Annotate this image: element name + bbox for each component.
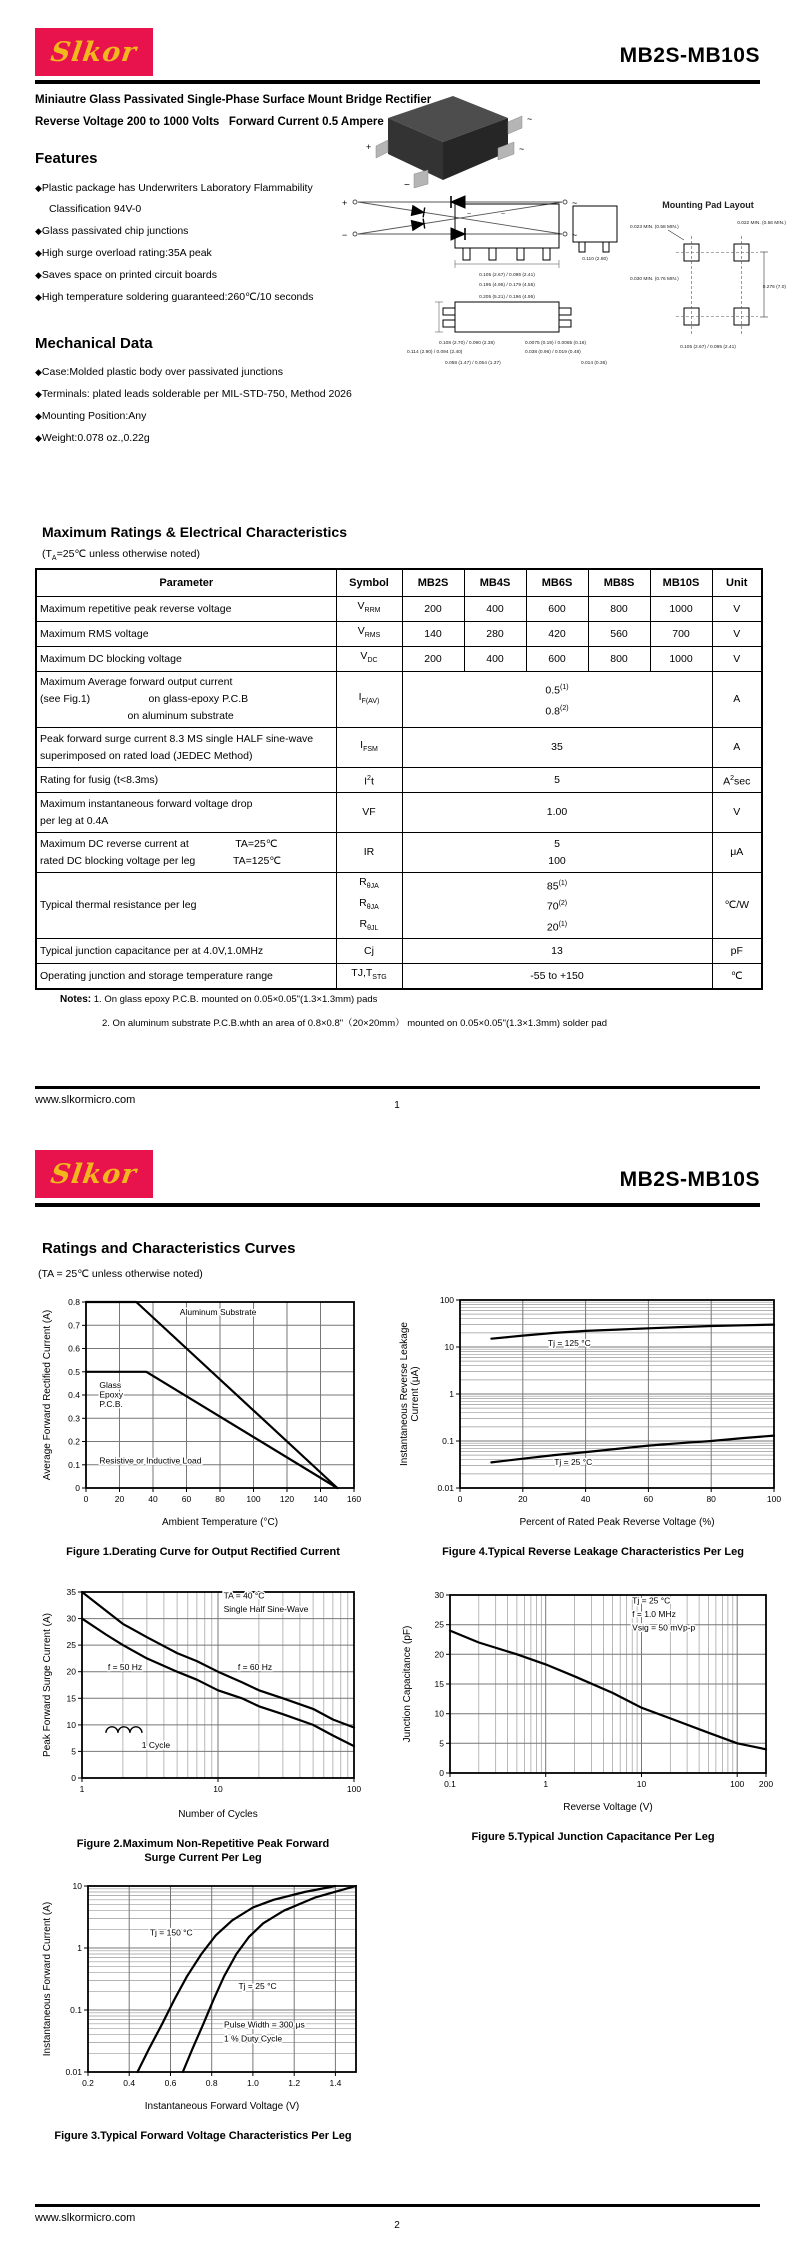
table-cell: 140: [402, 622, 464, 647]
page-title: MB2S-MB10S: [619, 44, 760, 67]
svg-text:0: 0: [457, 1494, 463, 1504]
feature-item: ◆ High surge overload rating:35A peak: [35, 243, 370, 264]
table-cell: 600: [526, 597, 588, 622]
brand-logo-text-p2: Slkor: [48, 1158, 140, 1190]
table-cell: $I^2t$: [336, 768, 402, 793]
footer-page-number-1: 1: [394, 1100, 400, 1111]
notes-label: Notes:: [60, 994, 92, 1005]
svg-text:15: 15: [66, 1693, 76, 1704]
table-row: [36, 833, 762, 873]
table-cell: Maximum Average forward output current (see Fig.1) on glass-epoxy P.C.B on aluminum substrate: [36, 672, 336, 728]
table-cell: Maximum DC reverse current at TA=25℃ rated DC blocking voltage per leg TA=125℃: [36, 833, 336, 873]
table-cell: 400: [464, 597, 526, 622]
figure-3-block: [38, 1876, 368, 2143]
table-cell: pF: [712, 939, 762, 964]
figure-caption: Figure 5.Typical Junction Capacitance Per Leg: [471, 1831, 715, 1843]
footer-site-1: www.slkormicro.com: [35, 1094, 136, 1106]
subtitle-line-2: Reverse Voltage 200 to 1000 Volts Forward Current 0.5 Ampere: [35, 116, 384, 128]
package-plus-mark: +: [366, 142, 372, 152]
mechanical-item: ◆ Terminals: plated leads solderable per MIL-STD-750, Method 2026: [35, 384, 370, 405]
table-cell: 400: [464, 647, 526, 672]
svg-text:25: 25: [434, 1619, 444, 1630]
svg-text:0.01: 0.01: [65, 2067, 82, 2077]
table-cell: μA: [712, 833, 762, 873]
table-cell: 200: [402, 647, 464, 672]
column-header: MB10S: [650, 569, 712, 597]
svg-text:10: 10: [213, 1784, 223, 1794]
table-cell: IR: [336, 833, 402, 873]
dim-label: 0.195 (4.95) / 0.179 (4.55): [479, 283, 535, 288]
table-cell: Maximum RMS voltage: [36, 622, 336, 647]
svg-text:10: 10: [636, 1779, 647, 1789]
svg-text:0.1: 0.1: [70, 2005, 82, 2015]
curves-condition: (TA = 25℃ unless otherwise noted): [38, 1268, 203, 1280]
svg-text:20: 20: [66, 1666, 76, 1677]
table-cell: 13: [402, 939, 712, 964]
dim-label: 0.108 (2.70) / 0.090 (2.38): [439, 341, 495, 346]
svg-text:Average Forward Rectified Curr: Average Forward Rectified Current (A): [42, 1309, 53, 1481]
table-cell: -55 to +150: [402, 964, 712, 989]
table-cell: 800: [588, 647, 650, 672]
svg-text:1.0: 1.0: [246, 2078, 259, 2088]
mechanical-item: ◆ Case:Molded plastic body over passivated junctions: [35, 362, 370, 383]
svg-text:0.2: 0.2: [82, 2078, 94, 2088]
table-row: [36, 622, 762, 647]
table-cell: 85$^{(1)}$ 70$^{(2)}$ 20$^{(1)}$: [402, 873, 712, 939]
table-cell: A: [712, 672, 762, 728]
figure-4-block: [398, 1290, 788, 1559]
dim-label: 0.110 (2.80): [582, 257, 608, 262]
header-rule: [35, 80, 760, 84]
schematic-terminal-minus: −: [342, 230, 348, 240]
table-cell: V: [712, 647, 762, 672]
package-dimension-drawing: [405, 198, 633, 370]
svg-text:Instantaneous Forward Voltage: Instantaneous Forward Voltage (V): [144, 2101, 300, 2112]
svg-text:Reverse Voltage (V): Reverse Voltage (V): [563, 1802, 653, 1813]
table-cell: 560: [588, 622, 650, 647]
table-cell: 420: [526, 622, 588, 647]
feature-item: ◆ Plastic package has Underwriters Laboratory Flammability Classification 94V-0: [35, 178, 370, 220]
figure-5-chart: [398, 1585, 788, 1815]
svg-text:0.6: 0.6: [164, 2078, 177, 2088]
footer-site-2: www.slkormicro.com: [35, 2212, 136, 2224]
table-cell: $V_{RMS}$: [336, 622, 402, 647]
svg-text:80: 80: [215, 1494, 225, 1504]
mechanical-item: ◆ Mounting Position:Any: [35, 406, 370, 427]
svg-text:0.8: 0.8: [68, 1297, 80, 1307]
figure-caption: Figure 3.Typical Forward Voltage Characteristics Per Leg: [54, 2130, 352, 2142]
svg-text:15: 15: [434, 1679, 444, 1689]
table-row: [36, 939, 762, 964]
svg-text:5: 5: [439, 1738, 444, 1749]
svg-text:0.4: 0.4: [68, 1390, 80, 1400]
svg-text:10: 10: [444, 1342, 454, 1352]
package-minus-mark: −: [404, 180, 410, 190]
svg-text:0.6: 0.6: [68, 1343, 80, 1354]
svg-text:0: 0: [75, 1483, 80, 1493]
svg-text:f = 50 Hz: f = 50 Hz: [107, 1662, 143, 1673]
figure-3-chart: [38, 1876, 368, 2114]
schematic-terminal-ac2: ~: [572, 230, 578, 240]
package-ac-mark-1: ~: [527, 114, 533, 124]
pad-dim-label: 0.276 (7.0): [762, 285, 786, 290]
figure-caption: Figure 1.Derating Curve for Output Rectified Current: [66, 1546, 340, 1558]
column-header: Unit: [712, 569, 762, 597]
svg-text:Instantaneous Reverse LeakageC: Instantaneous Reverse LeakageCurrent (μA): [399, 1322, 421, 1466]
svg-text:0.3: 0.3: [68, 1413, 80, 1424]
svg-text:0: 0: [439, 1768, 444, 1778]
dim-label: 0.105 (2.67) / 0.095 (2.41): [479, 273, 535, 278]
table-cell: V: [712, 622, 762, 647]
figure-2-block: [38, 1582, 368, 1865]
table-cell: 200: [402, 597, 464, 622]
mechanical-list: [35, 362, 370, 450]
subtitle-line-1: Miniautre Glass Passivated Single-Phase Surface Mount Bridge Rectifier: [35, 94, 432, 106]
dim-label: 0.114 (2.90) / 0.094 (2.40): [407, 350, 463, 355]
svg-text:100: 100: [766, 1494, 782, 1504]
svg-text:Tj = 150 °C: Tj = 150 °C: [149, 1927, 193, 1938]
svg-text:30: 30: [66, 1613, 76, 1624]
column-header: MB8S: [588, 569, 650, 597]
features-heading: Features: [35, 150, 98, 167]
svg-text:10: 10: [434, 1708, 444, 1719]
features-list: [35, 178, 370, 309]
table-cell: 600: [526, 647, 588, 672]
table-cell: Peak forward surge current 8.3 MS single HALF sine-wave superimposed on rated load (JEDEC Method): [36, 728, 336, 768]
svg-text:Aluminum Substrate: Aluminum Substrate: [179, 1306, 257, 1317]
footer-rule-1: [35, 1086, 760, 1089]
schematic-terminal-ac1: ~: [572, 198, 578, 208]
pad-dim-label: 0.105 (2.67) / 0.095 (2.41): [680, 345, 736, 350]
svg-text:0.1: 0.1: [444, 1779, 456, 1789]
svg-text:f = 60 Hz: f = 60 Hz: [237, 1662, 273, 1673]
table-cell: 1000: [650, 597, 712, 622]
feature-item: ◆ Glass passivated chip junctions: [35, 221, 370, 242]
note-line-2: 2. On aluminum substrate P.C.B.whth an area of 0.8×0.8"（20×20mm） mounted on 0.05×0.05"(1.3×1.3mm) solder pad: [102, 1018, 608, 1029]
svg-text:Resistive or Inductive Load: Resistive or Inductive Load: [99, 1455, 202, 1466]
table-cell: 800: [588, 597, 650, 622]
figure-caption: Figure 2.Maximum Non-Repetitive Peak Forward Surge Current Per Leg: [76, 1838, 330, 1864]
table-cell: 1000: [650, 647, 712, 672]
table-row: [36, 873, 762, 939]
svg-text:Junction Capacitance (pF): Junction Capacitance (pF): [402, 1625, 413, 1743]
svg-text:20: 20: [114, 1494, 125, 1504]
dim-label: 0.0075 (0.19) / 0.0065 (0.16): [525, 341, 587, 346]
note-line-1: Notes: 1. On glass epoxy P.C.B. mounted on 0.05×0.05"(1.3×1.3mm) pads: [60, 994, 378, 1005]
figure-5-block: [398, 1585, 788, 1844]
table-cell: Maximum repetitive peak reverse voltage: [36, 597, 336, 622]
svg-text:GlassEpoxyP.C.B.: Glass Epoxy P.C.B.: [99, 1380, 124, 1410]
table-cell: Operating junction and storage temperature range: [36, 964, 336, 989]
svg-text:Tj = 25 °C: Tj = 25 °C: [554, 1457, 593, 1468]
svg-text:Vsig = 50 mVp-p: Vsig = 50 mVp-p: [632, 1622, 696, 1633]
svg-text:~: ~: [467, 211, 472, 218]
table-header-row: [36, 569, 762, 597]
curves-heading: Ratings and Characteristics Curves: [42, 1240, 296, 1257]
figure-1-chart: [38, 1292, 368, 1530]
svg-text:60: 60: [181, 1494, 192, 1504]
svg-text:1.2: 1.2: [288, 2078, 301, 2088]
package-3d-image: [348, 88, 538, 190]
table-cell: V: [712, 793, 762, 833]
svg-text:0.5: 0.5: [68, 1366, 80, 1377]
header-rule-p2: [35, 1203, 760, 1207]
table-cell: Rating for fusig (t<8.3ms): [36, 768, 336, 793]
figure-4-chart: [398, 1290, 788, 1530]
column-header: MB2S: [402, 569, 464, 597]
svg-text:10: 10: [72, 1881, 82, 1891]
svg-text:TA = 40 °C: TA = 40 °C: [223, 1590, 265, 1601]
svg-text:1: 1: [79, 1784, 85, 1794]
svg-text:0.1: 0.1: [68, 1459, 80, 1470]
table-cell: $R_{\theta JA}$ $R_{\theta JA}$ $R_{\theta JL}$: [336, 873, 402, 939]
package-ac-mark-2: ~: [519, 144, 525, 154]
table-cell: Maximum instantaneous forward voltage drop per leg at 0.4A: [36, 793, 336, 833]
notes-block: [60, 988, 740, 1036]
brand-logo-p2: [35, 1150, 153, 1198]
svg-text:5: 5: [71, 1746, 76, 1757]
dim-label: 0.205 (5.21) / 0.196 (4.95): [479, 295, 535, 300]
table-cell: Typical thermal resistance per leg: [36, 873, 336, 939]
mounting-pad-layout-title: Mounting Pad Layout: [662, 200, 754, 210]
dim-label: 0.014 (0.36): [581, 361, 607, 366]
table-cell: V: [712, 597, 762, 622]
table-cell: 1.00: [402, 793, 712, 833]
table-row: [36, 672, 762, 728]
table-cell: $I_{F(AV)}$: [336, 672, 402, 728]
table-row: [36, 793, 762, 833]
svg-text:35: 35: [66, 1587, 76, 1597]
brand-logo-text: Slkor: [48, 36, 140, 68]
table-cell: Maximum DC blocking voltage: [36, 647, 336, 672]
mechanical-heading: Mechanical Data: [35, 335, 153, 352]
svg-text:Peak Forward Surge Current (A): Peak Forward Surge Current (A): [42, 1613, 53, 1757]
mechanical-item: ◆ Weight:0.078 oz.,0.22g: [35, 428, 370, 449]
svg-text:140: 140: [313, 1494, 328, 1504]
column-header: Parameter: [36, 569, 336, 597]
svg-text:100: 100: [439, 1295, 454, 1305]
svg-text:200: 200: [758, 1779, 774, 1789]
table-cell: $I_{FSM}$: [336, 728, 402, 768]
pad-dim-label: 0.030 MIN. (0.76 MIN.): [630, 277, 679, 282]
svg-text:100: 100: [730, 1779, 745, 1789]
table-cell: Cj: [336, 939, 402, 964]
brand-logo: [35, 28, 153, 76]
svg-text:100: 100: [246, 1494, 261, 1504]
svg-text:80: 80: [706, 1494, 716, 1504]
svg-text:Ambient Temperature (°C): Ambient Temperature (°C): [161, 1517, 279, 1528]
svg-text:Pulse Width = 300 μs: Pulse Width = 300 μs: [224, 2019, 305, 2030]
figure-1-block: [38, 1292, 368, 1559]
table-cell: Typical junction capacitance per at 4.0V,1.0MHz: [36, 939, 336, 964]
figure-2-chart: [38, 1582, 368, 1822]
table-cell: ℃: [712, 964, 762, 989]
svg-text:0: 0: [71, 1773, 76, 1783]
svg-text:0.01: 0.01: [437, 1483, 454, 1493]
svg-text:0: 0: [83, 1494, 89, 1504]
dim-label: 0.058 (1.47) / 0.054 (1.37): [445, 361, 501, 366]
table-row: [36, 728, 762, 768]
table-row: [36, 647, 762, 672]
table-cell: 280: [464, 622, 526, 647]
table-cell: 700: [650, 622, 712, 647]
svg-text:25: 25: [66, 1640, 76, 1651]
svg-text:60: 60: [643, 1494, 654, 1504]
column-header: MB6S: [526, 569, 588, 597]
table-row: [36, 964, 762, 989]
table-cell: ℃/W: [712, 873, 762, 939]
pad-dim-label: 0.023 MIN. (0.58 MIN.): [630, 225, 679, 230]
svg-text:0.2: 0.2: [68, 1436, 80, 1447]
ratings-condition: ($T_A=25℃$ unless otherwise noted): [42, 548, 201, 563]
table-cell: 0.5$^{(1)}$ 0.8$^{(2)}$: [402, 672, 712, 728]
svg-text:Single Half Sine-Wave: Single Half Sine-Wave: [223, 1604, 309, 1615]
svg-text:1: 1: [77, 1943, 82, 1953]
svg-text:40: 40: [580, 1494, 591, 1504]
dim-label: 0.038 (0.96) / 0.019 (0.48): [525, 350, 581, 355]
table-row: [36, 768, 762, 793]
column-header: MB4S: [464, 569, 526, 597]
svg-text:120: 120: [279, 1494, 295, 1504]
svg-text:Tj = 25 °C: Tj = 25 °C: [632, 1595, 671, 1606]
svg-text:Percent of Rated Peak Reverse: Percent of Rated Peak Reverse Voltage (%): [519, 1517, 715, 1528]
svg-text:Number of Cycles: Number of Cycles: [178, 1809, 258, 1820]
svg-text:Instantaneous Forward Current: Instantaneous Forward Current (A): [42, 1901, 53, 2057]
schematic-terminal-plus: +: [342, 198, 348, 208]
svg-text:0.1: 0.1: [442, 1436, 454, 1446]
svg-text:160: 160: [346, 1494, 362, 1504]
svg-text:f = 1.0 MHz: f = 1.0 MHz: [632, 1608, 676, 1619]
table-cell: 5: [402, 768, 712, 793]
mounting-pad-layout: [628, 196, 788, 372]
pad-dim-label: 0.022 MIN. (0.56 MIN.): [737, 221, 786, 226]
svg-text:10: 10: [66, 1719, 76, 1730]
svg-text:1.4: 1.4: [329, 2078, 342, 2088]
table-cell: $V_{RRM}$: [336, 597, 402, 622]
svg-text:0.7: 0.7: [68, 1320, 80, 1331]
svg-text:~: ~: [501, 211, 506, 218]
svg-text:0.4: 0.4: [123, 2078, 136, 2088]
svg-text:30: 30: [434, 1590, 444, 1600]
svg-text:1 Cycle: 1 Cycle: [141, 1740, 171, 1751]
svg-text:1: 1: [543, 1779, 549, 1789]
table-cell: $A^2\sec$: [712, 768, 762, 793]
svg-text:40: 40: [148, 1494, 158, 1504]
figure-caption: Figure 4.Typical Reverse Leakage Characteristics Per Leg: [442, 1546, 744, 1558]
svg-text:20: 20: [518, 1494, 528, 1504]
table-cell: 35: [402, 728, 712, 768]
svg-text:1 % Duty Cycle: 1 % Duty Cycle: [224, 2033, 283, 2044]
svg-text:100: 100: [346, 1784, 362, 1794]
table-cell: 5 100: [402, 833, 712, 873]
table-row: [36, 597, 762, 622]
ratings-table: [35, 568, 763, 990]
table-cell: A: [712, 728, 762, 768]
svg-text:20: 20: [434, 1649, 444, 1660]
feature-item: ◆ Saves space on printed circuit boards: [35, 265, 370, 286]
svg-text:Tj = 25 °C: Tj = 25 °C: [238, 1980, 277, 1991]
footer-page-number-2: 2: [394, 2220, 400, 2231]
table-cell: $V_{DC}$: [336, 647, 402, 672]
svg-text:0.8: 0.8: [205, 2078, 218, 2088]
ratings-heading: Maximum Ratings & Electrical Characteristics: [42, 524, 348, 540]
svg-text:1: 1: [449, 1389, 454, 1399]
footer-rule-2: [35, 2204, 760, 2207]
feature-item: ◆ High temperature soldering guaranteed:260℃/10 seconds: [35, 287, 370, 308]
column-header: Symbol: [336, 569, 402, 597]
page-title-p2: MB2S-MB10S: [619, 1168, 760, 1191]
table-cell: VF: [336, 793, 402, 833]
svg-text:Tj = 125 °C: Tj = 125 °C: [547, 1338, 591, 1349]
table-cell: $TJ,T_{STG}$: [336, 964, 402, 989]
